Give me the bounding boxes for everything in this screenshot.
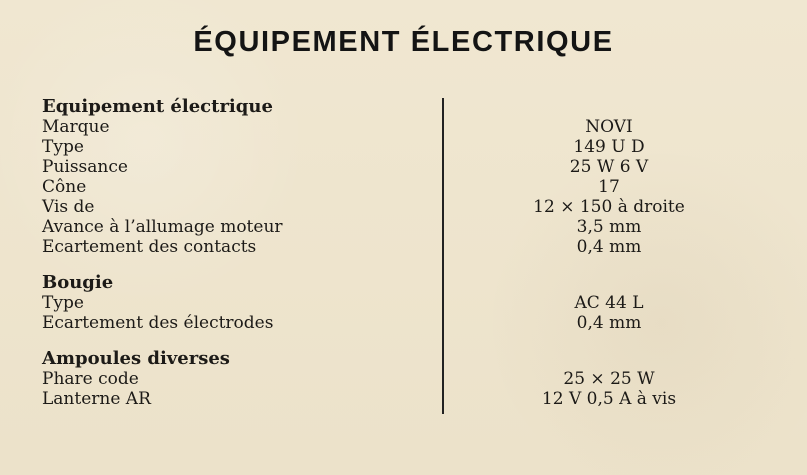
section-header-spacer [476,273,742,293]
label-marque: Marque [42,117,110,137]
section-title-bougie: Bougie [42,272,114,293]
section-gap [42,257,422,273]
label-type-equipement: Type [42,137,84,157]
value-cone: 17 [598,177,620,197]
section-header-spacer [476,349,742,369]
section-title-ampoules-diverses: Ampoules diverses [42,348,230,369]
value-ecartement-electrodes: 0,4 mm [576,313,642,333]
value-lanterne-ar: 12 V 0,5 A à vis [541,389,677,409]
label-phare-code: Phare code [42,369,139,389]
label-puissance: Puissance [42,157,128,177]
value-type-equipement: 149 U D [573,137,645,157]
value-phare-code: 25 × 25 W [563,369,655,389]
label-lanterne-ar: Lanterne AR [42,389,151,409]
label-avance-allumage: Avance à l’allumage moteur [42,217,283,237]
value-puissance: 25 W 6 V [569,157,649,177]
section-gap [476,333,742,349]
section-header-spacer [476,97,742,117]
section-title-equipement-electrique: Equipement électrique [42,96,273,117]
page-title: ÉQUIPEMENT ÉLECTRIQUE [193,26,614,58]
value-marque: NOVI [585,117,633,137]
label-type-bougie: Type [42,293,84,313]
section-gap [42,333,422,349]
spec-labels-column [42,97,422,409]
value-type-bougie: AC 44 L [574,293,644,313]
label-ecartement-contacts: Ecartement des contacts [42,237,257,257]
section-gap [476,257,742,273]
column-divider [442,98,444,414]
label-ecartement-electrodes: Ecartement des électrodes [42,313,274,333]
value-vis-de: 12 × 150 à droite [533,197,685,217]
value-ecartement-contacts: 0,4 mm [576,237,642,257]
label-vis-de: Vis de [42,197,95,217]
spec-values-column [476,97,742,409]
label-cone: Cône [42,177,87,197]
value-avance-allumage: 3,5 mm [576,217,642,237]
